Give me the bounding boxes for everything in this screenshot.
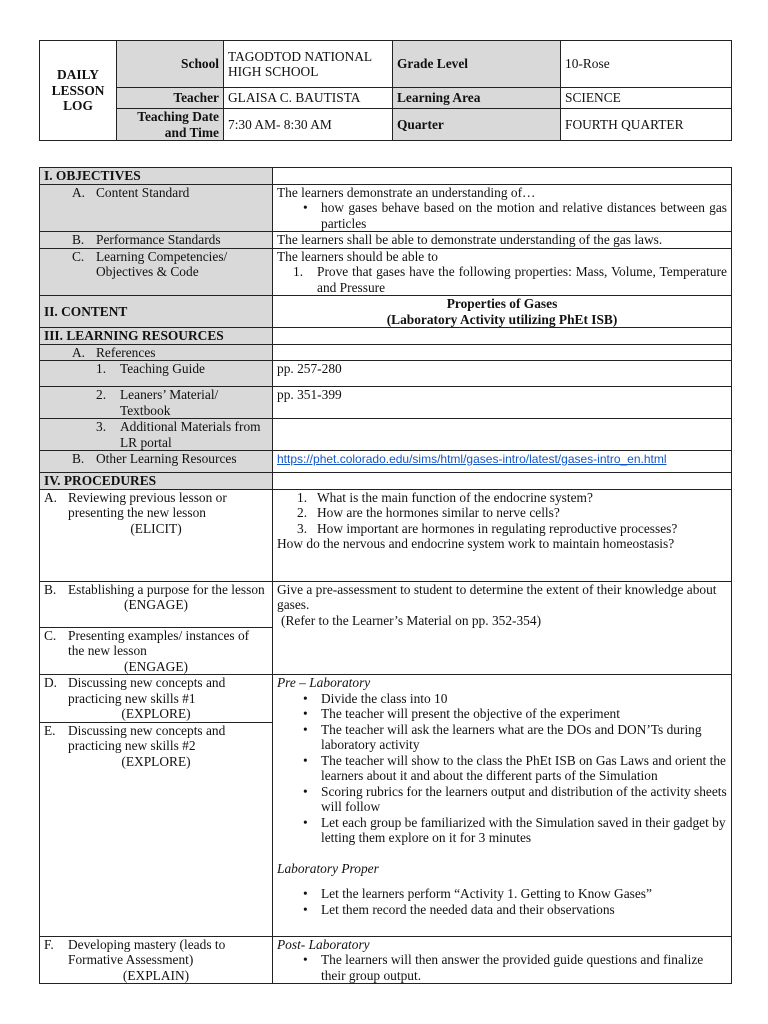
objectives-heading: I. OBJECTIVES	[40, 168, 273, 185]
elicit-question-1: 1. What is the main function of the endocrine system?	[297, 489, 593, 505]
teacher-value: GLAISA C. BAUTISTA	[224, 88, 393, 109]
procedure-f-value	[273, 936, 732, 984]
content-standard-value: The learners demonstrate an understanding of… • how gases behave based on the motion and relative distances between gas particles	[273, 184, 732, 232]
procedure-b-label: B. Establishing a purpose for the lesson (ENGAGE)	[40, 581, 273, 627]
other-resources-label: B. Other Learning Resources	[40, 451, 273, 473]
grade-level-label: Grade Level	[393, 41, 561, 88]
pre-lab-item: • The teacher will ask the learners what are the DOs and DON’Ts during laboratory activity	[277, 722, 727, 753]
pre-lab-item: • Scoring rubrics for the learners output and distribution of the activity sheets will follow	[277, 784, 727, 815]
other-resources-value	[273, 451, 732, 473]
teacher-label: Teacher	[117, 88, 224, 109]
post-lab-item: • The learners will then answer the provided guide questions and finalize their group output.	[277, 952, 727, 983]
learning-competencies-value: The learners should be able to 1. Prove that gases have the following properties: Mass, Volume, Temperature and Pressure	[273, 248, 732, 296]
elicit-question-2: 2. How are the hormones similar to nerve cells?	[297, 505, 560, 520]
school-value: TAGODTOD NATIONAL HIGH SCHOOL	[224, 41, 393, 88]
learning-competencies-label: C. Learning Competencies/ Objectives & Code	[40, 248, 273, 296]
procedure-a-value	[273, 489, 732, 581]
header-table	[39, 40, 732, 141]
performance-standards-value: The learners shall be able to demonstrate understanding of the gas laws.	[273, 232, 732, 249]
content-heading: II. CONTENT	[40, 296, 273, 328]
pre-lab-item: • The teacher will show to the class the PhEt ISB on Gas Laws and orient the learners about it and about the different parts of the Simulation	[277, 753, 727, 784]
procedure-d-label: D. Discussing new concepts and practicing new skills #1 (EXPLORE)	[40, 675, 273, 723]
teaching-guide-label: 1. Teaching Guide	[40, 361, 273, 387]
content-standard-bullet: • how gases behave based on the motion and relative distances between gas particles	[277, 200, 727, 231]
school-label: School	[117, 41, 224, 88]
grade-level-value: 10-Rose	[561, 41, 732, 88]
daily-lesson-log-title: DAILY LESSON LOG	[40, 41, 117, 141]
elicit-question-3: 3. How important are hormones in regulating reproductive processes?	[297, 520, 678, 536]
procedures-heading: IV. PROCEDURES	[40, 473, 273, 490]
post-lab-title: Post- Laboratory	[277, 936, 370, 952]
teaching-guide-value: pp. 257-280	[273, 361, 732, 387]
pre-lab-item: • Divide the class into 10	[277, 691, 727, 707]
teaching-date-label: Teaching Date and Time	[117, 109, 224, 141]
procedure-a-label: A. Reviewing previous lesson or presenting the new lesson (ELICIT)	[40, 489, 273, 581]
lab-proper-item: • Let the learners perform “Activity 1. Getting to Know Gases”	[277, 886, 727, 902]
learning-area-value: SCIENCE	[561, 88, 732, 109]
content-standard-label: A. Content Standard	[40, 184, 273, 232]
procedure-e-label: E. Discussing new concepts and practicing new skills #2 (EXPLORE)	[40, 722, 273, 936]
procedure-c-label: C. Presenting examples/ instances of the new lesson (ENGAGE)	[40, 627, 273, 675]
learners-material-value: pp. 351-399	[273, 387, 732, 419]
content-value: Properties of Gases (Laboratory Activity utilizing PhEt ISB)	[273, 296, 732, 328]
procedure-f-label: F. Developing mastery (leads to Formative Assessment) (EXPLAIN)	[40, 936, 273, 984]
phet-link[interactable]: https://phet.colorado.edu/sims/html/gases-intro/latest/gases-intro_en.html	[277, 452, 667, 466]
additional-materials-value	[273, 419, 732, 451]
quarter-value: FOURTH QUARTER	[561, 109, 732, 141]
teaching-date-value: 7:30 AM- 8:30 AM	[224, 109, 393, 141]
pre-lab-item: • The teacher will present the objective of the experiment	[277, 706, 727, 722]
performance-standards-label: B. Performance Standards	[40, 232, 273, 249]
lab-proper-title: Laboratory Proper	[277, 860, 379, 876]
procedure-de-value	[273, 675, 732, 937]
pre-lab-item: • Let each group be familiarized with the Simulation saved in their gadget by letting them explore on it for 3 minutes	[277, 815, 727, 846]
procedure-b-value: Give a pre-assessment to student to determine the extent of their knowledge about gases. (Refer to the Learner’s Material on pp. 352-354)	[273, 581, 732, 675]
learning-area-label: Learning Area	[393, 88, 561, 109]
references-label: A. References	[40, 344, 273, 361]
additional-materials-label: 3. Additional Materials from LR portal	[40, 419, 273, 451]
learners-material-label: 2. Leaners’ Material/ Textbook	[40, 387, 273, 419]
lesson-table	[39, 167, 732, 984]
pre-lab-title: Pre – Laboratory	[277, 675, 371, 690]
elicit-main-question: How do the nervous and endocrine system work to maintain homeostasis?	[277, 536, 675, 551]
lab-proper-item: • Let them record the needed data and their observations	[277, 902, 727, 918]
quarter-label: Quarter	[393, 109, 561, 141]
learning-resources-heading: III. LEARNING RESOURCES	[40, 328, 273, 345]
